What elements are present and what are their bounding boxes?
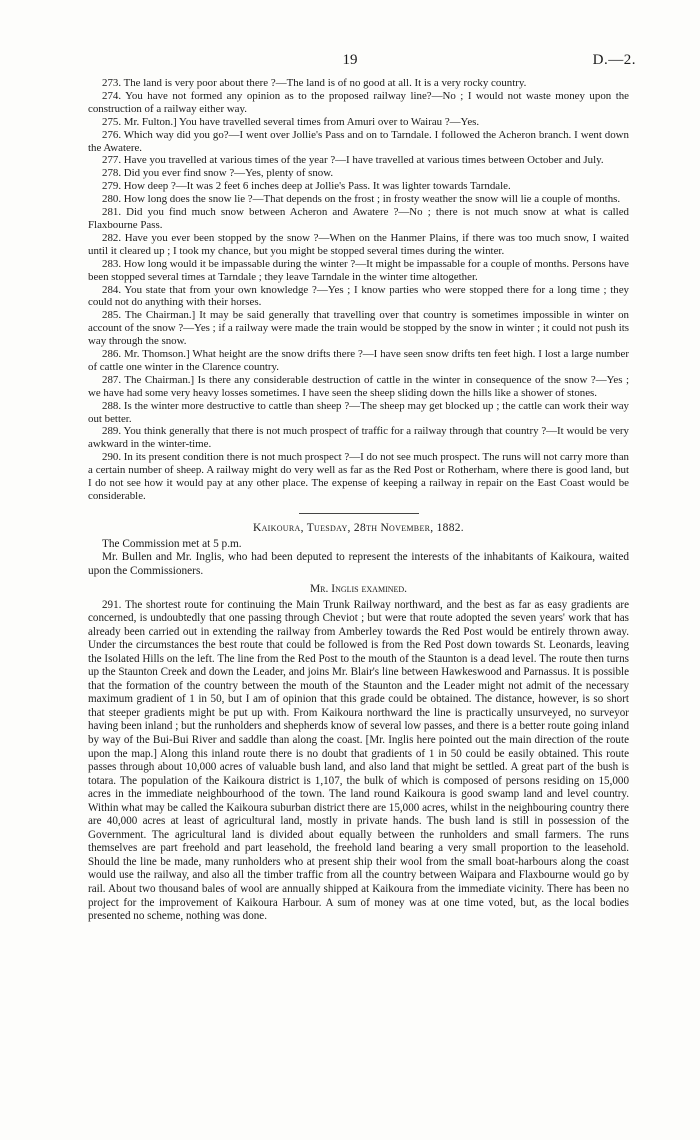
- qa-paragraph: 277. Have you travelled at various times of the year ?—I have travelled at various times between October and July.: [102, 154, 604, 167]
- qa-paragraph: 279. How deep ?—It was 2 feet 6 inches deep at Jollie's Pass. It was lighter towards Tarndale.: [102, 180, 511, 193]
- qa-paragraph: 289. You think generally that there is not much prospect of traffic for a railway through that country ?—It would be very awkward in the winter-time.: [88, 425, 629, 451]
- deputation-text: Mr. Bullen and Mr. Inglis, who had been deputed to represent the interests of the inhabitants of Kaikoura, waited upon the Commissioners.: [88, 551, 629, 577]
- qa-paragraph: 288. Is the winter more destructive to cattle than sheep ?—The sheep may get blocked up ; the cattle can work their way out better.: [88, 399, 629, 425]
- testimony-questions: [88, 77, 629, 503]
- witness-examined-heading: Mr. Inglis examined.: [309, 582, 408, 595]
- qa-paragraph: 275. Mr. Fulton.] You have travelled several times from Amuri over to Wairau ?—Yes.: [102, 115, 480, 128]
- qa-paragraph: 278. Did you ever find snow ?—Yes, plenty of snow.: [102, 167, 334, 180]
- qa-paragraph: 281. Did you find much snow between Acheron and Awatere ?—No ; there is not much snow at what is called Flaxbourne Pass.: [88, 206, 629, 231]
- qa-paragraph: 290. In its present condition there is not much prospect ?—I do not see much prospect. The runs will not carry more than a certain number of sheep. A railway might do very well as far as the Red Post or Rotherham, where there is good land, but I do not see how it would pay at any other place. The expense of keeping a railway in repair on the East Coast would be considerable.: [88, 451, 629, 502]
- qa-paragraph: 274. You have not formed any opinion as to the proposed railway line?—No ; I would not waste money upon the construction of a railway either way.: [88, 89, 629, 115]
- qa-paragraph: 282. Have you ever been stopped by the snow ?—When on the Hanmer Plains, if there was too much snow, I waited until it cleared up ; I took my chance, but you might be stopped several times during the winter.: [88, 231, 629, 257]
- qa-paragraph: 273. The land is very poor about there ?—The land is of no good at all. It is a very rocky country.: [102, 77, 527, 89]
- qa-paragraph: 280. How long does the snow lie ?—That depends on the frost ; in frosty weather the snow will lie a couple of months.: [102, 193, 621, 206]
- qa-paragraph: 285. The Chairman.] It may be said generally that travelling over that country is sometimes impossible in winter on account of the snow ?—Yes ; if a railway were made the train would be stopped by the snow in winter ; it could not push its way through the snow.: [88, 309, 629, 348]
- section-heading: Kaikoura, Tuesday, 28th November, 1882.: [252, 521, 464, 534]
- qa-paragraph: 287. The Chairman.] Is there any considerable destruction of cattle in the winter in consequence of the snow ?—Yes ; we have had some very heavy losses sometimes. I have seen the sheep sliding down the hills like a shower of stones.: [88, 373, 629, 399]
- qa-paragraph: 284. You state that from your own knowledge ?—Yes ; I know parties who were stopped there for a long time ; they could not do anything with their horses.: [88, 283, 629, 309]
- qa-paragraph: 286. Mr. Thomson.] What height are the snow drifts there ?—I have seen snow drifts ten feet high. I lost a large number of cattle one winter in the Clarence country.: [88, 348, 629, 373]
- commission-met-text: The Commission met at 5 p.m.: [102, 537, 242, 550]
- page-number: 19: [342, 52, 358, 68]
- section-divider: [299, 513, 419, 514]
- page-body: [88, 77, 629, 924]
- qa-paragraph: 276. Which way did you go?—I went over Jollie's Pass and on to Tarndale. I followed the Acheron branch. I went down the Awatere.: [88, 128, 629, 154]
- testimony-paragraph-291: 291. The shortest route for continuing the Main Trunk Railway northward, and the best as far as easy gradients are concerned, is undoubtedly that one passing through Cheviot ; but were that route adopted the seven years' work that has already been carried out in extending the railway from Amberley towards the Red Post would be entirely thrown away. Under the circumstances the best route that could be followed is from the Red Post down towards St. Leonards, leaving the Isolated Hills on the left. The line from the Red Post to the mouth of the Staunton is a dead level. The route then turns up the Staunton Creek and down the Leader, and joins Mr. Blair's line between Hawkeswood and Parnassus. It is possible that the formation of the country between the mouth of the Staunton and the Leader might not admit of the necessary maximum gradient of 1 in 50, but I am of opinion that this grade could be obtained. The distance, however, is so short that steeper gradients might be put up with. From Kaikoura northward the line is practically unsurveyed, no surveyor having been inland ; but the runholders and shepherds know of several low passes, and there is a better route going inland by way of the Bui-Bui River and saddle than along the coast. [Mr. Inglis here pointed out the main direction of the route upon the map.] Along this inland route there is no doubt that gradients of 1 in 50 could be easily obtained. This route passes through about 10,000 acres of valuable bush land, and also land that might be settled. A great part of the bush is totara. The population of the Kaikoura district is 1,107, the bulk of which is composed of persons residing on 15,000 acres in the immediate neighbourhood of the town. The land round Kaikoura is good swamp land and level country. Within what may be called the Kaikoura suburban district there are 15,000 acres, whilst in the neighbouring country there are 40,000 acres at least of agricultural land, mostly in private hands. The bush land is still in possession of the Government. The agricultural land is divided about equally between the runholders and small farmers. The runs themselves are part freehold and part leasehold, the freehold land bearing a very small proportion to the leasehold. Should the line be made, many runholders who at present ship their wool from the small boat-harbours along the coast would use the railway, and also all the timber traffic from all the country between Waipara and Flaxbourne would go by rail. About two thousand bales of wool are annually shipped at Kaikoura from the immediate vicinity. There has been no project for the improvement of Kaikoura Harbour. A sum of money was at one time voted, but, as the local bodies presented no scheme, nothing was done.: [88, 598, 629, 923]
- document-reference: D.—2.: [592, 52, 636, 68]
- qa-paragraph: 283. How long would it be impassable during the winter ?—It might be impassable for a couple of months. Persons have been stopped several times at Tarndale ; they leave Tarndale in the winter time altogether.: [88, 257, 629, 283]
